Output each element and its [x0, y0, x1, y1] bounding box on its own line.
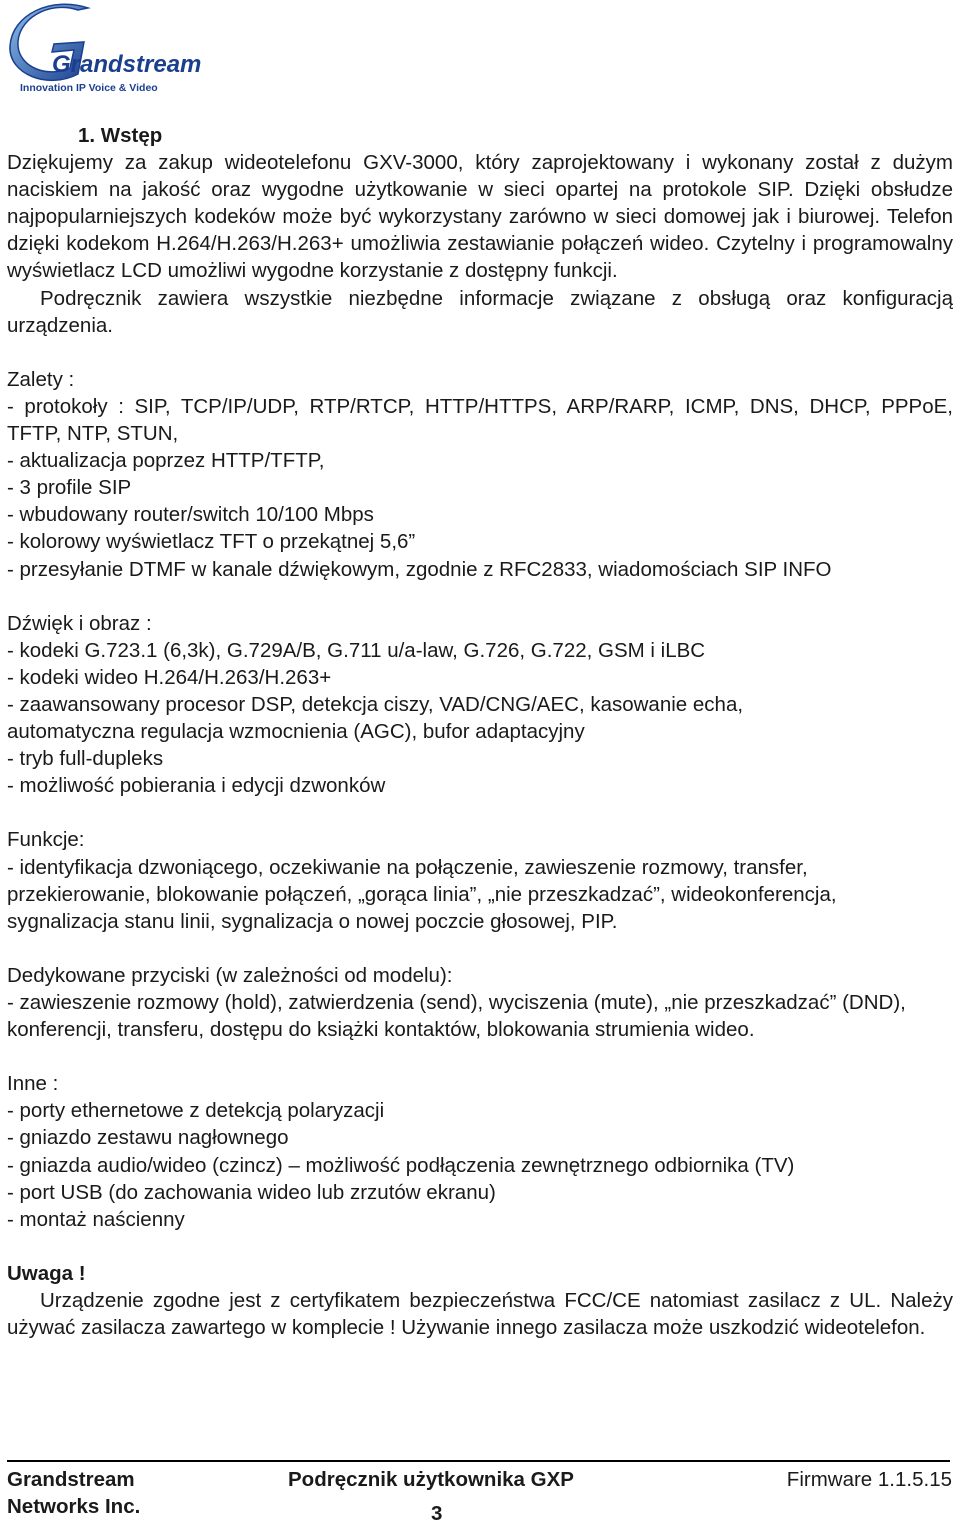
list-item: - protokoły : SIP, TCP/IP/UDP, RTP/RTCP, HTTP/HTTPS, ARP/RARP, ICMP, DNS, DHCP, PPPoE, TFTP, NTP, STUN,	[7, 394, 953, 446]
list-item: - tryb full-dupleks	[7, 747, 164, 771]
list-item: - gniazdo zestawu nagłownego	[7, 1126, 289, 1150]
section-heading: 1. Wstęp	[78, 124, 163, 147]
list-item: - kolorowy wyświetlacz TFT o przekątnej 5,6”	[7, 530, 416, 554]
list-item: - 3 profile SIP	[7, 476, 132, 500]
logo-wordmark: Grandstream	[52, 51, 202, 78]
footer-company-line1: Grandstream	[7, 1468, 135, 1491]
list-item: - aktualizacja poprzez HTTP/TFTP,	[7, 449, 325, 473]
przyciski-title: Dedykowane przyciski (w zależności od modelu):	[7, 963, 453, 987]
footer-divider	[7, 1460, 950, 1462]
list-item: - kodeki wideo H.264/H.263/H.263+	[7, 665, 332, 689]
footer-manual-title: Podręcznik użytkownika GXP	[288, 1468, 574, 1491]
footer-firmware: Firmware 1.1.5.15	[786, 1468, 952, 1491]
list-item: - identyfikacja dzwoniącego, oczekiwanie na połączenie, zawieszenie rozmowy, transfer, przekierowanie, blokowanie połączeń, „gorąca linia”, „nie przeszkadzać”, wideokonferencja, sygnalizacja stanu linii, sygnalizacja o nowej poczcie głosowej, PIP.	[7, 855, 837, 933]
page-number: 3	[431, 1502, 443, 1525]
list-item: - wbudowany router/switch 10/100 Mbps	[7, 503, 374, 527]
list-item: - porty ethernetowe z detekcją polaryzacji	[7, 1099, 385, 1123]
list-item: - możliwość pobierania i edycji dzwonków	[7, 774, 386, 798]
grandstream-logo	[8, 2, 202, 94]
footer-company	[7, 1466, 140, 1520]
inne-title: Inne :	[7, 1072, 59, 1096]
document-body	[7, 122, 953, 1341]
list-item: - gniazda audio/wideo (czincz) – możliwość podłączenia zewnętrznego odbiornika (TV)	[7, 1153, 795, 1177]
footer-company-line2: Networks Inc.	[7, 1495, 141, 1518]
list-item: - przesyłanie DTMF w kanale dźwiękowym, zgodnie z RFC2833, wiadomościach SIP INFO	[7, 557, 832, 581]
list-item: - zaawansowany procesor DSP, detekcja ciszy, VAD/CNG/AEC, kasowanie echa, automatyczna regulacja wzmocnienia (AGC), bufor adaptacyjny	[7, 692, 744, 744]
dzwiek-title: Dźwięk i obraz :	[7, 611, 152, 635]
uwaga-text: Urządzenie zgodne jest z certyfikatem bezpieczeństwa FCC/CE natomiast zasilacz z UL. Należy używać zasilacza zawartego w komplecie ! Używanie innego zasilacza może uszkodzić wideotelefon.	[7, 1289, 953, 1340]
list-item: - zawieszenie rozmowy (hold), zatwierdzenia (send), wyciszenia (mute), „nie przeszkadzać” (DND), konferencji, transferu, dostępu do książki kontaktów, blokowania strumienia wideo.	[7, 991, 906, 1042]
intro-paragraph: Dziękujemy za zakup wideotelefonu GXV-3000, który zaprojektowany i wykonany został z dużym naciskiem na jakość oraz wygodne użytkowanie w sieci opartej na protokole SIP. Dzięki obsłudze najpopularniejszych kodeków może być wykorzystany zarówno w sieci domowej jak i biurowej. Telefon dzięki kodekom H.264/H.263/H.263+ umożliwia zestawianie połączeń wideo. Czytelny i programowalny wyświetlacz LCD umożliwi wygodne korzystanie z dostępny funkcji.	[7, 151, 953, 283]
logo-graphic	[8, 2, 202, 82]
logo-tagline: Innovation IP Voice & Video	[20, 82, 158, 94]
zalety-title: Zalety :	[7, 367, 75, 391]
funkcje-title: Funkcje:	[7, 828, 85, 852]
list-item: - port USB (do zachowania wideo lub zrzutów ekranu)	[7, 1180, 496, 1204]
list-item: - kodeki G.723.1 (6,3k), G.729A/B, G.711 u/a-law, G.726, G.722, GSM i iLBC	[7, 638, 706, 662]
intro-paragraph-2: Podręcznik zawiera wszystkie niezbędne informacje związane z obsługą oraz konfiguracją urządzenia.	[7, 286, 953, 337]
uwaga-title: Uwaga !	[7, 1261, 86, 1285]
list-item: - montaż naścienny	[7, 1207, 185, 1231]
